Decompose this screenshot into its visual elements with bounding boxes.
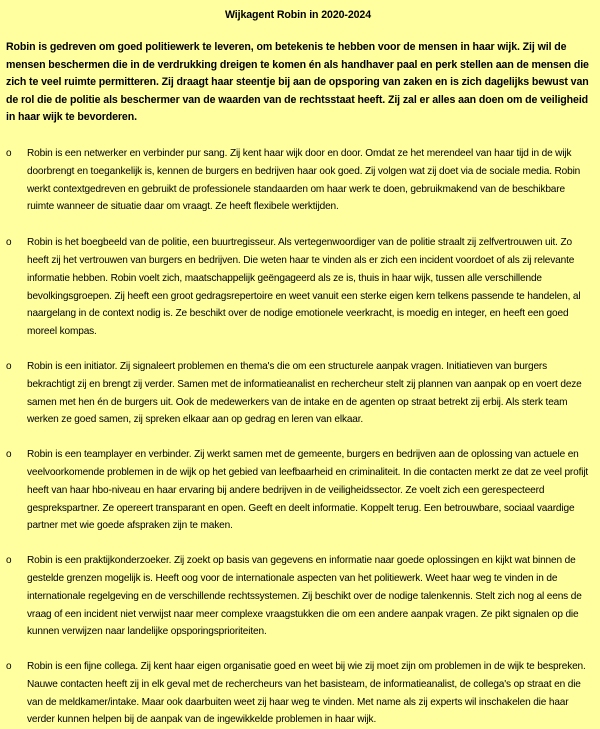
bullet-text: Robin is een initiator. Zij signaleert problemen en thema's die om een structurele aanpak vragen. Initiatieven van burgers bekrachtigt zij en brengt zij verder. Samen met de informatieanalist en rechercheur stelt zij plannen van aanpak op en voert deze samen met hen én de burgers uit. Ook de medewerkers van de intake en de agenten op straat betrekt zij erbij. Als sterk team werken ze goed samen, zij spreken elkaar aan op gedrag en leren van elkaar. [27,360,582,426]
document-title: Wijkagent Robin in 2020-2024 [224,9,372,21]
bullet-text: Robin is een teamplayer en verbinder. Zij werkt samen met de gemeente, burgers en bedrijven aan de oplossing van actuele en veelvoorkomende problemen in de wijk op het gebied van leefbaarheid en criminaliteit. In die contacten merkt ze dat ze veel profijt heeft van haar hbo-niveau en haar ervaring bij andere bedrijven in de veiligheidssector. Ze voelt zich een gerespecteerd gesprekspartner. Ze opereert transparant en open. Geeft en deelt informatie. Koppelt terug. Een betrouwbare, sociaal vaardige partner met wie goede afspraken zijn te maken. [27,449,589,532]
bullet-marker-icon: o [6,555,12,567]
bullet-item-collega [6,658,590,729]
bullet-marker-icon: o [6,147,12,159]
bullet-text: Robin is een netwerker en verbinder pur sang. Zij kent haar wijk door en door. Omdat ze het merendeel van haar tijd in de wijk doorbrengt en toegankelijk is, kennen de burgers en bedrijven haar ook goed. Zij volgen wat zij doet via de sociale media. Robin werkt contextgedreven en gebruikt de professionele standaarden om haar werk te doen, gebruikmakend van de beschikbare ruimte wanneer de situatie daar om vraagt. Ze heeft flexibele werktijden. [27,147,581,213]
bullet-text: Robin is het boegbeeld van de politie, een buurtregisseur. Als vertegenwoordiger van de politie straalt zij zelfvertrouwen uit. Zo heeft zij het vertrouwen van burgers en bedrijven. Die weten haar te vinden als er zich een incident voordoet of als zij relevante informatie hebben. Robin voelt zich, maatschappelijk geëngageerd als ze is, thuis in haar wijk, tussen alle verschillende bevolkingsgroepen. Zij heeft een groot gedragsrepertoire en weet vanuit een sterke eigen kern telkens passende te handelen, al naargelang in de context nodig is. Ze beschikt over de nodige emotionele veerkracht, is moedig en integer, en heeft een goed moreel kompas. [27,237,581,338]
intro-paragraph: Robin is gedreven om goed politiewerk te leveren, om betekenis te hebben voor de mensen in haar wijk. Zij wil de mensen beschermen die in de verdrukking dreigen te komen én als handhaver paal en perk stellen aan de mensen die zich te veel ruimte permitteren. Zij draagt haar steentje bij aan de opsporing van zaken en is zich dagelijks bewust van de rol die de politie als beschermer van de waarden van de rechtsstaat heeft. Zij zal er alles aan doen om de veiligheid in haar wijk te bevorderen. [6,41,589,124]
bullet-marker-icon: o [6,449,12,461]
bullet-item-praktijkonderzoeker [6,552,590,641]
bullet-marker-icon: o [6,237,12,249]
bullet-item-boegbeeld [6,234,590,341]
bullet-text: Robin is een praktijkonderzoeker. Zij zoekt op basis van gegevens en informatie naar goede oplossingen en kijkt wat binnen de gestelde grenzen mogelijk is. Heeft oog voor de internationale aspecten van het politiewerk. Weet haar weg te vinden in de internationale regelgeving en de verschillende rechtssystemen. Zij beschikt over de nodige talenkennis. Stelt zich nog al eens de vraag of een incident niet verwijst naar meer complexe vraagstukken die om een andere aanpak vragen. Ze pikt signalen op die kunnen verwijzen naar landelijke opsporingsprioriteiten. [27,555,582,638]
bullet-item-initiator [6,358,590,429]
bullet-item-netwerker [6,145,590,216]
bullet-list [6,145,590,729]
bullet-marker-icon: o [6,360,12,372]
bullet-text: Robin is een fijne collega. Zij kent haar eigen organisatie goed en weet bij wie zij moet zijn om problemen in de wijk te bespreken. Nauwe contacten heeft zij in elk geval met de rechercheurs van het basisteam, de informatieanalist, de collega's op straat en die van de meldkamer/intake. Maar ook daarbuiten weet zij haar weg te vinden. Met name als zij experts wil inschakelen die haar verder kunnen helpen bij de aanpak van de ingewikkelde problemen in haar wijk. [27,661,586,726]
bullet-marker-icon: o [6,661,12,673]
bullet-item-teamplayer [6,446,590,535]
